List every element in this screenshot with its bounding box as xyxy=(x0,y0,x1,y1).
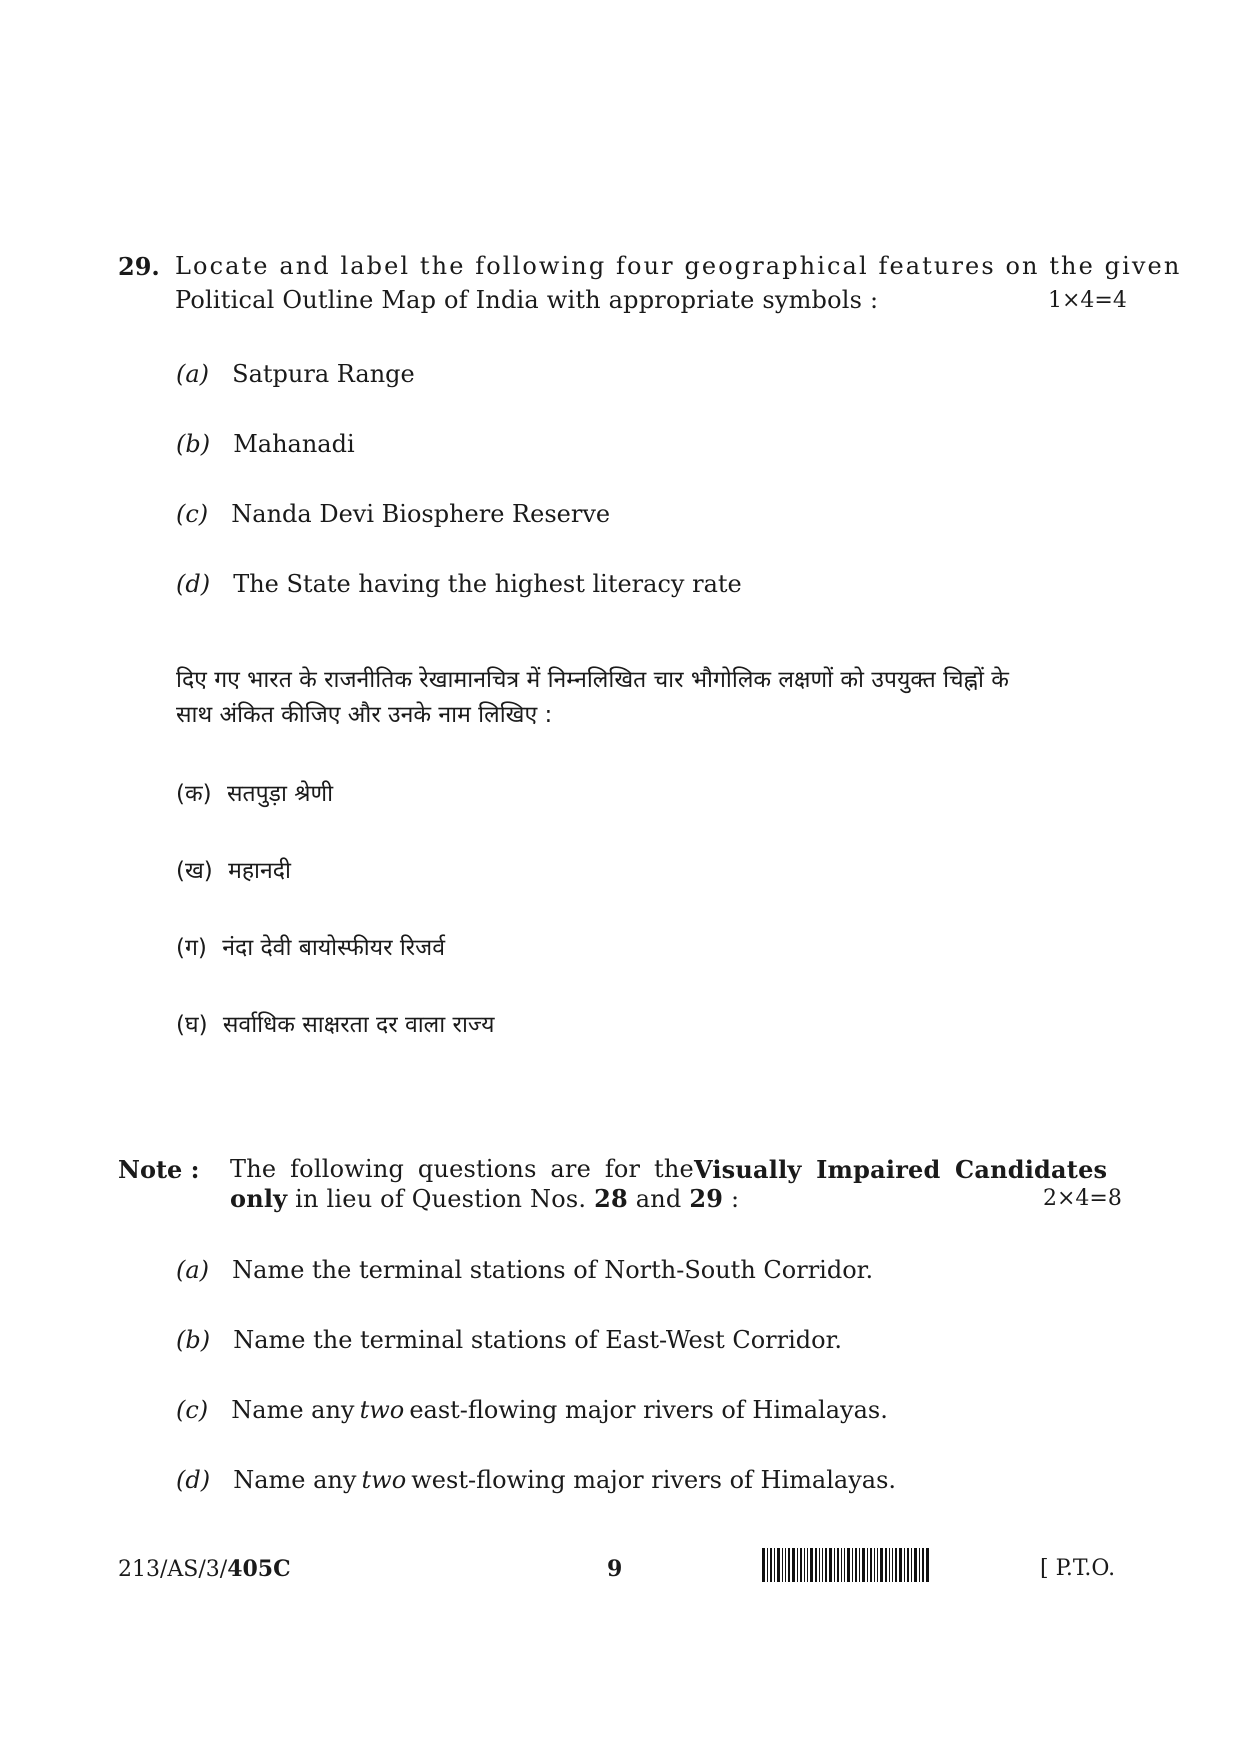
item-label: (ग) xyxy=(176,935,207,961)
item-text: सर्वाधिक साक्षरता दर वाला राज्य xyxy=(222,1012,495,1038)
item-text: Name the terminal stations of East-West Corridor. xyxy=(233,1326,843,1354)
item-text: Name the terminal stations of North-South Corridor. xyxy=(232,1256,874,1284)
note-marks: 2×4=8 xyxy=(1043,1186,1122,1211)
question-marks: 1×4=4 xyxy=(1048,288,1127,313)
list-item xyxy=(176,1466,896,1494)
question-text-line-1 xyxy=(175,252,1182,280)
list-item xyxy=(176,1396,888,1424)
question-text-line-2: Political Outline Map of India with appropriate symbols : xyxy=(175,286,879,314)
item-text-post: east-flowing major rivers of Himalayas. xyxy=(409,1396,888,1424)
hindi-instruction-line-1: दिए गए भारत के राजनीतिक रेखामानचित्र में निम्नलिखित चार भौगोलिक लक्षणों को उपयुक्त चिह्नों के xyxy=(176,667,1009,693)
item-label: (b) xyxy=(176,1326,211,1354)
note-line-1 xyxy=(230,1155,1108,1184)
barcode-icon xyxy=(762,1548,931,1582)
list-item xyxy=(176,430,355,458)
list-item xyxy=(176,930,445,962)
list-item xyxy=(176,1256,873,1284)
item-label: (d) xyxy=(176,1466,211,1494)
item-text-post: west-flowing major rivers of Himalayas. xyxy=(411,1466,897,1494)
question-number: 29. xyxy=(118,252,160,281)
list-item xyxy=(176,1007,494,1039)
item-label: (b) xyxy=(176,430,211,458)
item-text-pre: Name any xyxy=(231,1396,355,1424)
note-question-28: 28 xyxy=(594,1184,628,1213)
pto-label: [ P.T.O. xyxy=(1040,1556,1116,1581)
hindi-instruction-line-2: साथ अंकित कीजिए और उनके नाम लिखिए : xyxy=(176,702,553,728)
item-label: (c) xyxy=(176,500,209,528)
note-only: only xyxy=(230,1184,288,1213)
list-item xyxy=(176,1326,842,1354)
paper-code-bold: 405C xyxy=(227,1556,291,1582)
item-label: (d) xyxy=(176,570,211,598)
item-label: (ख) xyxy=(176,858,213,884)
item-label: (a) xyxy=(176,360,210,388)
paper-code xyxy=(118,1556,291,1582)
item-text-pre: Name any xyxy=(233,1466,357,1494)
note-question-29: 29 xyxy=(689,1184,724,1213)
item-text: महानदी xyxy=(228,858,291,884)
note-line-1-bold: Visually Impaired Candidates xyxy=(693,1155,1108,1184)
list-item xyxy=(176,360,415,388)
item-text: Nanda Devi Biosphere Reserve xyxy=(231,500,611,528)
item-text: Satpura Range xyxy=(232,360,415,388)
item-text: Mahanadi xyxy=(233,430,355,458)
note-and: and xyxy=(635,1185,682,1213)
item-label: (c) xyxy=(176,1396,209,1424)
question-line-1: Locate and label the following four geographical features on the given xyxy=(175,252,1182,280)
item-label: (घ) xyxy=(176,1012,208,1038)
list-item xyxy=(176,776,333,808)
item-text-emphasis: two xyxy=(361,1466,407,1494)
note-line-1-text: The following questions are for the xyxy=(230,1155,694,1183)
item-text: नंदा देवी बायोस्फीयर रिजर्व xyxy=(222,935,446,961)
page-number: 9 xyxy=(607,1556,623,1582)
list-item xyxy=(176,500,610,528)
note-heading: Note : xyxy=(118,1155,200,1184)
item-label: (a) xyxy=(176,1256,210,1284)
note-lieu-text: in lieu of Question Nos. xyxy=(295,1185,587,1213)
item-label: (क) xyxy=(176,781,212,807)
item-text-emphasis: two xyxy=(359,1396,405,1424)
item-text: सतपुड़ा श्रेणी xyxy=(226,781,334,807)
note-line-2 xyxy=(230,1184,739,1213)
paper-code-prefix: 213/AS/3/ xyxy=(118,1557,228,1582)
list-item xyxy=(176,570,742,598)
note-colon: : xyxy=(730,1185,740,1213)
list-item xyxy=(176,853,291,885)
item-text: The State having the highest literacy rate xyxy=(233,570,742,598)
